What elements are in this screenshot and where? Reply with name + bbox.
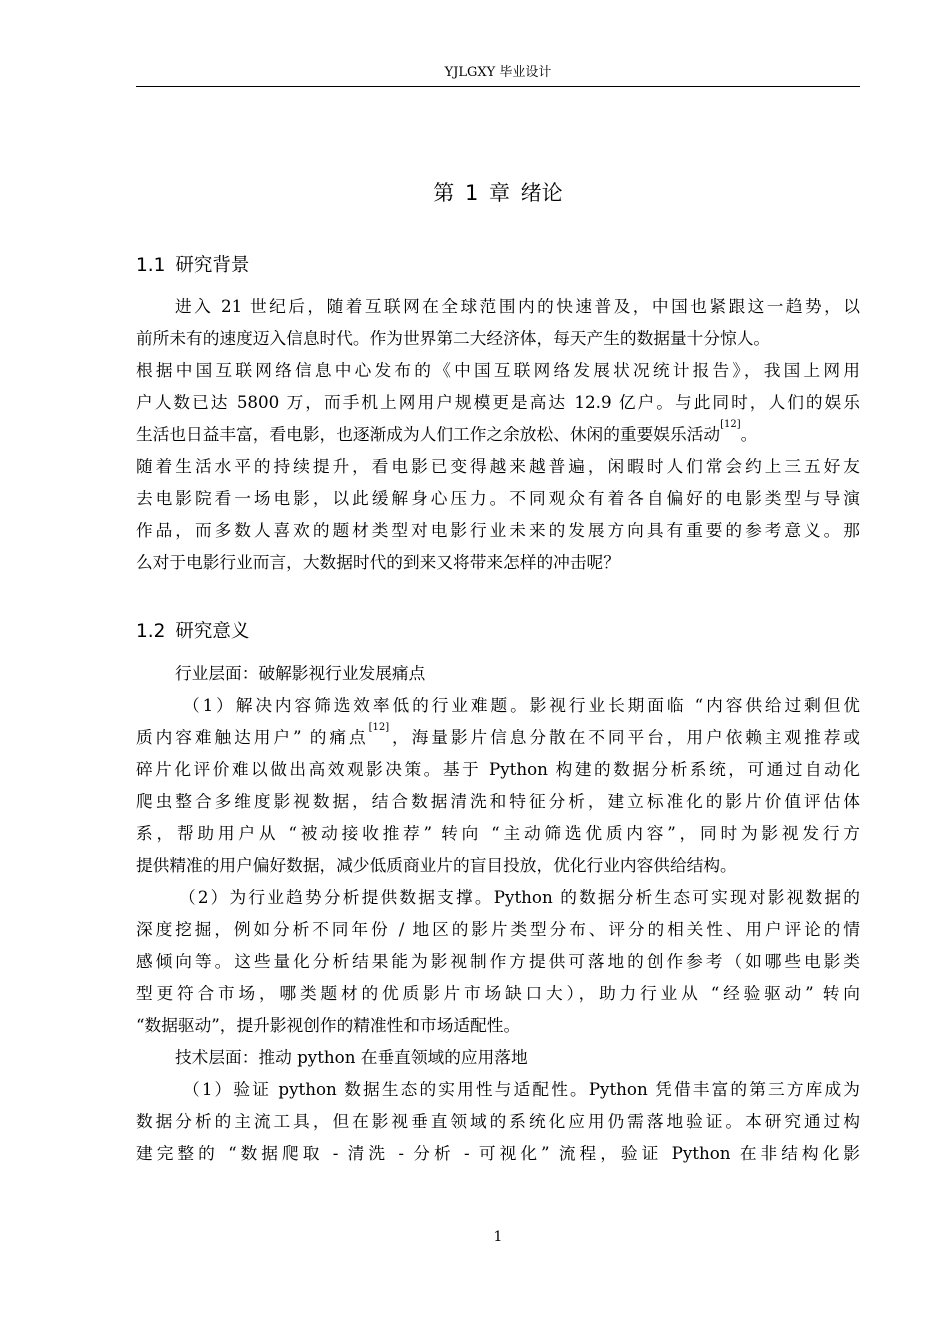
paragraph-line: 深度挖掘，例如分析不同年份 / 地区的影片类型分布、评分的相关性、用户评论的情 <box>136 919 860 939</box>
section-1-1-body <box>136 290 860 578</box>
citation: [12] <box>720 419 741 430</box>
paragraph-line: 数据分析的主流工具，但在影视垂直领域的系统化应用仍需落地验证。本研究通过构 <box>136 1111 860 1131</box>
paragraph-line: “数据驱动”，提升影视创作的精准性和市场适配性。 <box>136 1015 521 1035</box>
paragraph-line: （2）为行业趋势分析提供数据支撑。Python 的数据分析生态可实现对影视数据的 <box>179 887 860 907</box>
paragraph-line: 去电影院看一场电影，以此缓解身心压力。不同观众有着各自偏好的电影类型与导演 <box>136 488 860 508</box>
paragraph-line: 感倾向等。这些量化分析结果能为影视制作方提供可落地的创作参考（如哪些电影类 <box>136 951 860 971</box>
paragraph-line: 行业层面：破解影视行业发展痛点 <box>175 663 426 683</box>
paragraph-line: 碎片化评价难以做出高效观影决策。基于 Python 构建的数据分析系统，可通过自动化 <box>136 759 860 779</box>
paragraph-line: 型更符合市场，哪类题材的优质影片市场缺口大），助力行业从 “经验驱动” 转向 <box>136 983 860 1003</box>
paragraph-line: 系，帮助用户从 “被动接收推荐” 转向 “主动筛选优质内容”，同时为影视发行方 <box>136 823 860 843</box>
paragraph-line: 前所未有的速度迈入信息时代。作为世界第二大经济体，每天产生的数据量十分惊人。 <box>136 328 771 348</box>
paragraph-line: 提供精准的用户偏好数据，减少低质商业片的盲目投放，优化行业内容供给结构。 <box>136 855 737 875</box>
section-number: 1.2 <box>136 621 166 642</box>
paragraph-line: 技术层面：推动 python 在垂直领域的应用落地 <box>175 1047 528 1067</box>
paragraph-line: 进入 21 世纪后，随着互联网在全球范围内的快速普及，中国也紧跟这一趋势，以 <box>175 296 860 316</box>
paragraph-line <box>136 721 860 753</box>
line-end: 。 <box>740 424 758 444</box>
section-heading-1-1 <box>136 252 249 280</box>
paragraph-line: 建完整的 “数据爬取 - 清洗 - 分析 - 可视化” 流程，验证 Python 在非结构化影 <box>136 1143 860 1163</box>
citation: [12] <box>368 722 390 733</box>
line-text: 质内容难触达用户” 的痛点 <box>136 727 369 747</box>
paragraph-line: （1）解决内容筛选效率低的行业难题。影视行业长期面临 “内容供给过剩但优 <box>183 695 860 715</box>
page-number: 1 <box>493 1229 503 1245</box>
paragraph-line: 作品，而多数人喜欢的题材类型对电影行业未来的发展方向具有重要的参考意义。那 <box>136 520 860 540</box>
paragraph-line: 随着生活水平的持续提升，看电影已变得越来越普遍，闲暇时人们常会约上三五好友 <box>136 456 860 476</box>
paragraph-line <box>136 418 860 450</box>
section-title: 研究背景 <box>175 255 250 276</box>
line-text: 生活也日益丰富，看电影，也逐渐成为人们工作之余放松、休闲的重要娱乐活动 <box>136 424 721 444</box>
line-rest: ，海量影片信息分散在不同平台，用户依赖主观推荐或 <box>389 727 860 747</box>
chapter-title: 第 1 章 绪论 <box>433 181 563 205</box>
section-1-2-body <box>136 657 860 1169</box>
paragraph-line: 爬虫整合多维度影视数据，结合数据清洗和特征分析，建立标准化的影片价值评估体 <box>136 791 860 811</box>
paragraph-line: 户人数已达 5800 万，而手机上网用户规模更是高达 12.9 亿户。与此同时，人们的娱乐 <box>136 392 860 412</box>
paragraph-line: 根据中国互联网络信息中心发布的《中国互联网络发展状况统计报告》，我国上网用 <box>136 360 860 380</box>
page-header: YJLGXY 毕业设计 <box>444 65 552 80</box>
header-rule <box>136 86 860 87</box>
section-title: 研究意义 <box>175 621 250 642</box>
section-number: 1.1 <box>136 255 166 276</box>
section-heading-1-2 <box>136 618 249 646</box>
paragraph-line: （1）验证 python 数据生态的实用性与适配性。Python 凭借丰富的第三方库成为 <box>183 1079 860 1099</box>
paragraph-line: 么对于电影行业而言，大数据时代的到来又将带来怎样的冲击呢？ <box>136 552 620 572</box>
